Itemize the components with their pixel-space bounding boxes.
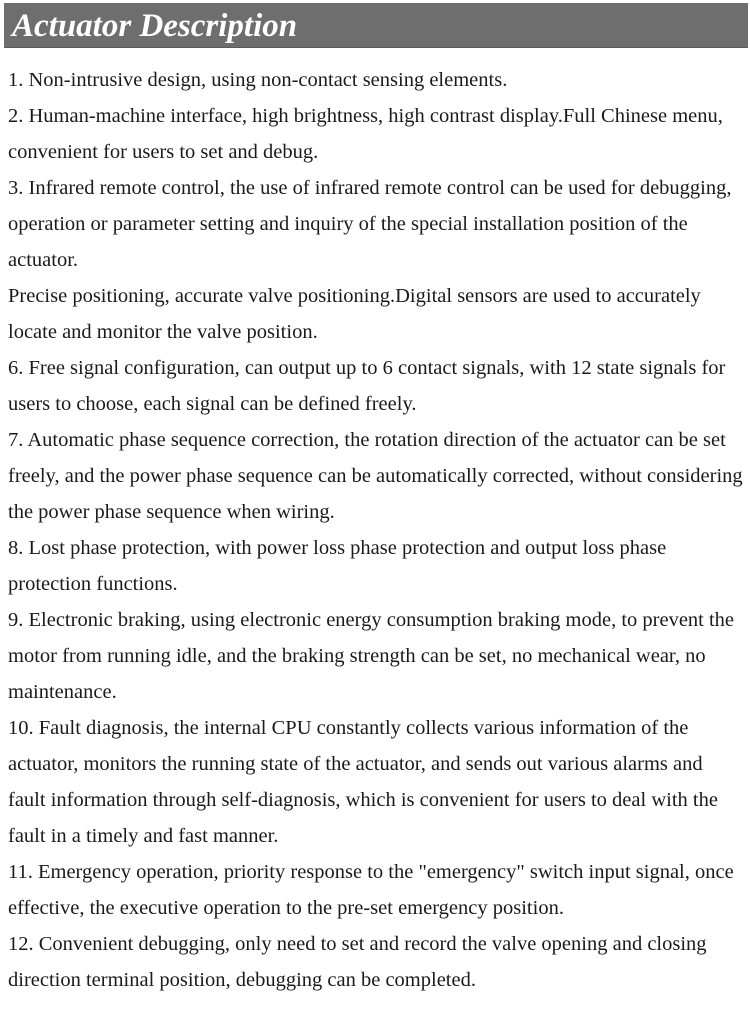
description-item-10: 10. Fault diagnosis, the internal CPU constantly collects various information of the actuator, monitors the running state of the actuator, and sends out various alarms and fault information through self-diagnosis, which is convenient for users to deal with the fault in a timely and fast manner. [8,717,718,847]
description-item-11: 11. Emergency operation, priority response to the "emergency" switch input signal, once effective, the executive operation to the pre-set emergency position. [8,861,734,919]
page-title: Actuator Description [12,8,298,44]
description-item-7: 7. Automatic phase sequence correction, the rotation direction of the actuator can be set freely, and the power phase sequence can be automatically corrected, without considering the power phase sequence when wiring. [8,429,743,523]
description-item-8: 8. Lost phase protection, with power loss phase protection and output loss phase protection functions. [8,537,667,595]
header-bar [4,3,748,48]
description-item-12: 12. Convenient debugging, only need to set and record the valve opening and closing direction terminal position, debugging can be completed. [8,933,707,991]
description-item-1: 1. Non-intrusive design, using non-contact sensing elements. [8,69,508,91]
description-item-9: 9. Electronic braking, using electronic energy consumption braking mode, to prevent the motor from running idle, and the braking strength can be set, no mechanical wear, no maintenance. [8,609,735,703]
description-item-6: 6. Free signal configuration, can output up to 6 contact signals, with 12 state signals for users to choose, each signal can be defined freely. [8,357,726,415]
description-item-precise-positioning: Precise positioning, accurate valve positioning.Digital sensors are used to accurately locate and monitor the valve position. [8,285,701,343]
description-item-3: 3. Infrared remote control, the use of infrared remote control can be used for debugging, operation or parameter setting and inquiry of the special installation position of the actuator. [8,177,732,271]
description-item-2: 2. Human-machine interface, high brightness, high contrast display.Full Chinese menu, convenient for users to set and debug. [8,105,723,163]
description-list [8,62,744,998]
